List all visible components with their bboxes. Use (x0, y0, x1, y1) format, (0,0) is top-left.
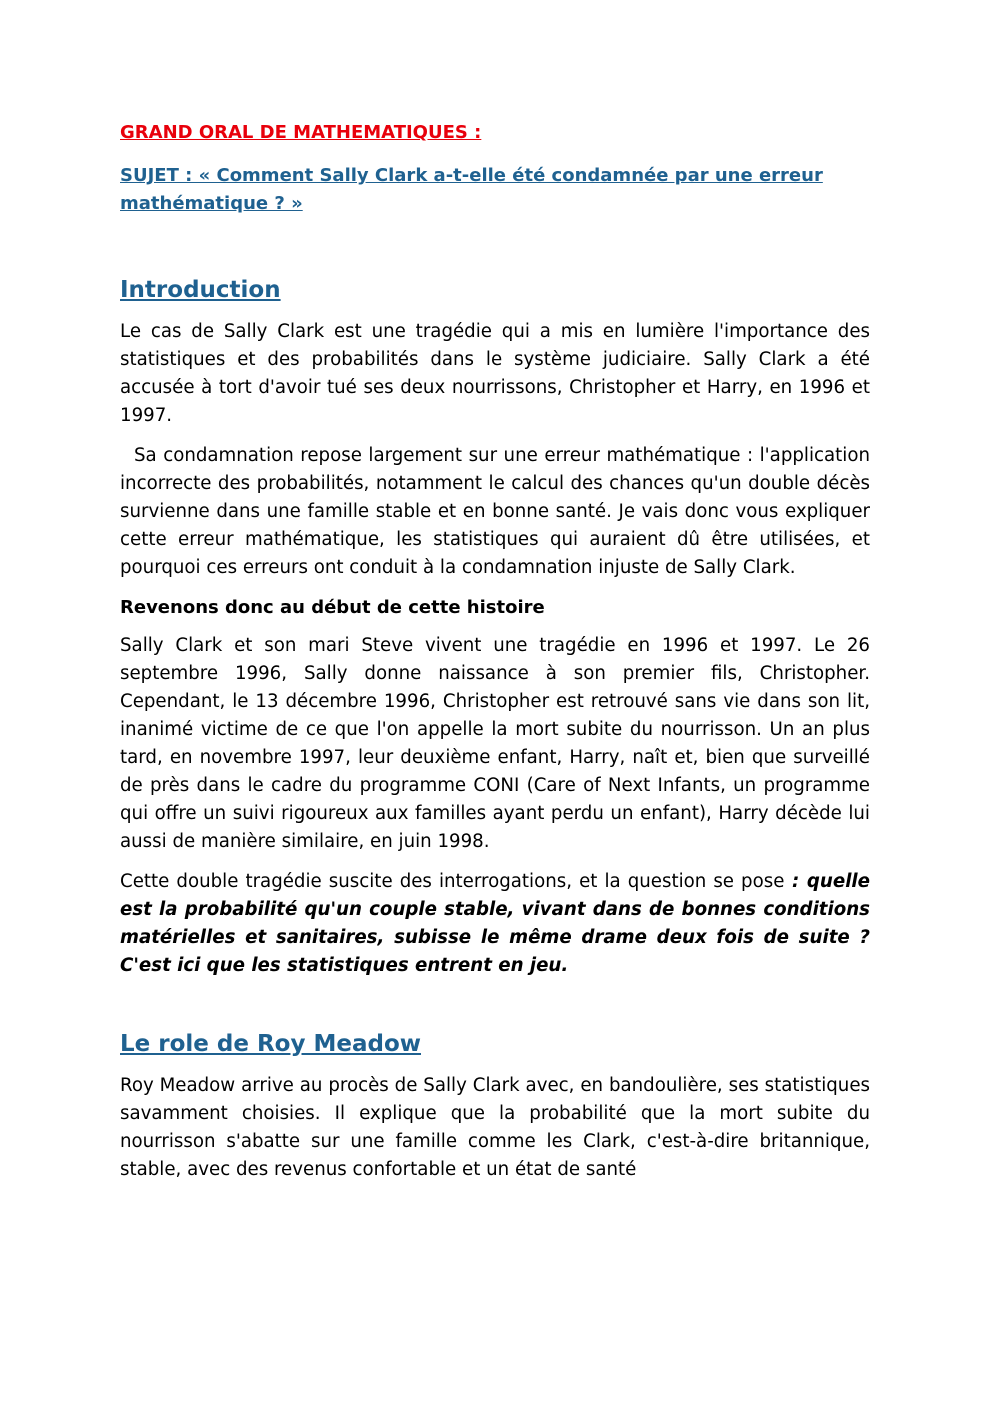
document-page (120, 120, 870, 1184)
story-paragraph: Sally Clark et son mari Steve vivent une tragédie en 1996 et 1997. Le 26 septembre 1996, Sally donne naissance à son premier fils, Christopher. Cependant, le 13 décembre 1996, Christopher est retrouvé sans vie dans son lit, inanimé victime de ce que l'on appelle la mort subite du nourrisson. Un an plus tard, en novembre 1997, leur deuxième enfant, Harry, naît et, bien que surveillé de près dans le cadre du programme CONI (Care of Next Infants, un programme qui offre un suivi rigoureux aux familles ayant perdu un enfant), Harry décède lui aussi de manière similaire, en juin 1998. (120, 635, 870, 852)
question-paragraph (120, 868, 870, 980)
question-intro-text: Cette double tragédie suscite des interrogations, et la question se pose (120, 871, 785, 892)
document-title: GRAND ORAL DE MATHEMATIQUES : (120, 122, 482, 143)
document-subject: SUJET : « Comment Sally Clark a-t-elle été condamnée par une erreur mathématique ? » (120, 165, 823, 214)
question-emphasis-text: : quelle est la probabilité qu'un couple stable, vivant dans de bonnes conditions matérielles et sanitaires, subisse le même drame deux fois de suite ? C'est ici que les statistiques entrent en jeu. (120, 871, 871, 976)
roy-meadow-paragraph: Roy Meadow arrive au procès de Sally Clark avec, en bandoulière, ses statistiques savamment choisies. Il explique que la probabilité que la mort subite du nourrisson s'abatte sur une famille comme les Clark, c'est-à-dire britannique, stable, avec des revenus confortable et un état de santé (120, 1075, 870, 1180)
introduction-paragraph-1: Le cas de Sally Clark est une tragédie qui a mis en lumière l'importance des statistiques et des probabilités dans le système judiciaire. Sally Clark a été accusée à tort d'avoir tué ses deux nourrissons, Christopher et Harry, en 1996 et 1997. (120, 321, 870, 426)
introduction-heading: Introduction (120, 277, 281, 303)
story-subheading: Revenons donc au début de cette histoire (120, 597, 545, 618)
roy-meadow-heading: Le role de Roy Meadow (120, 1031, 421, 1057)
introduction-paragraph-2: Sa condamnation repose largement sur une erreur mathématique : l'application incorrecte des probabilités, notamment le calcul des chances qu'un double décès survienne dans une famille stable et en bonne santé. Je vais donc vous expliquer cette erreur mathématique, les statistiques qui auraient dû être utilisées, et pourquoi ces erreurs ont conduit à la condamnation injuste de Sally Clark. (120, 445, 870, 578)
